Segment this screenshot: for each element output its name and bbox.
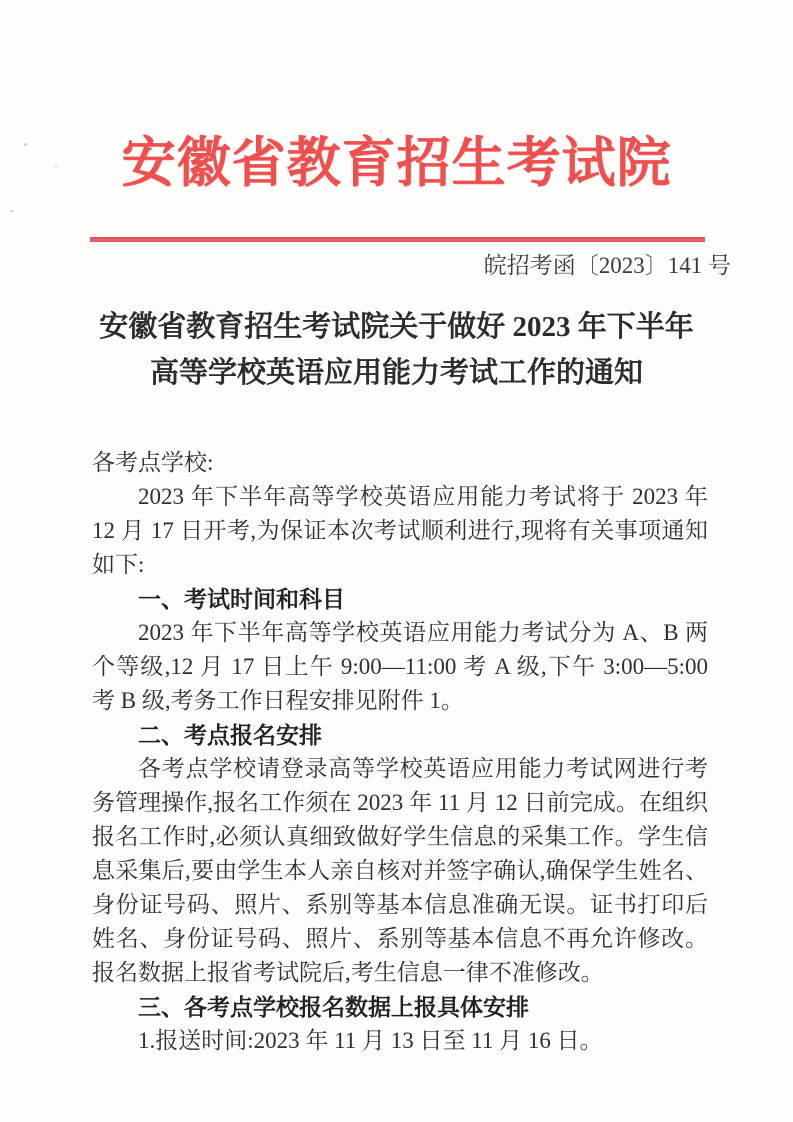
red-separator-rule <box>90 237 705 242</box>
document-title-line-2: 高等学校英语应用能力考试工作的通知 <box>149 357 643 389</box>
salutation: 各考点学校: <box>92 450 214 475</box>
section-heading: 一、考试时间和科目 <box>138 586 345 612</box>
body-paragraph: 2023 年下半年高等学校英语应用能力考试分为 A、B 两个等级,12 月 17 日上午 9:00—11:00 考 A 级,下午 3:00—5:00 考 B 级,考务工作日程安排见附件 1。 <box>92 620 708 713</box>
body-paragraph: 各考点学校请登录高等学校英语应用能力考试网进行考务管理操作,报名工作须在 2023 年 11 月 12 日前完成。在组织报名工作时,必须认真细致做好学生信息的采集工作。学生信息采集后,要由学生本人亲自核对并签字确认,确保学生姓名、身份证号码、照片、系别等基本信息准确无误。证书打印后姓名、身份证号码、照片、系别等基本信息不再允许修改。报名数据上报省考试院后,考生信息一律不准修改。 <box>92 756 708 985</box>
body-paragraph: 1.报送时间:2023 年 11 月 13 日至 11 月 16 日。 <box>138 1028 603 1053</box>
body-paragraph: 2023 年下半年高等学校英语应用能力考试将于 2023 年 12 月 17 日开考,为保证本次考试顺利进行,现将有关事项通知如下: <box>92 484 708 577</box>
letterhead-title: 安徽省教育招生考试院 <box>121 133 672 193</box>
document-number: 皖招考函〔2023〕141 号 <box>483 253 731 278</box>
scan-speckle <box>10 210 13 212</box>
document-title <box>0 304 793 396</box>
document-title-line-1: 安徽省教育招生考试院关于做好 2023 年下半年 <box>99 311 694 343</box>
document-body <box>92 446 708 1058</box>
section-heading: 三、各考点学校报名数据上报具体安排 <box>138 994 529 1020</box>
section-heading: 二、考点报名安排 <box>138 722 322 748</box>
